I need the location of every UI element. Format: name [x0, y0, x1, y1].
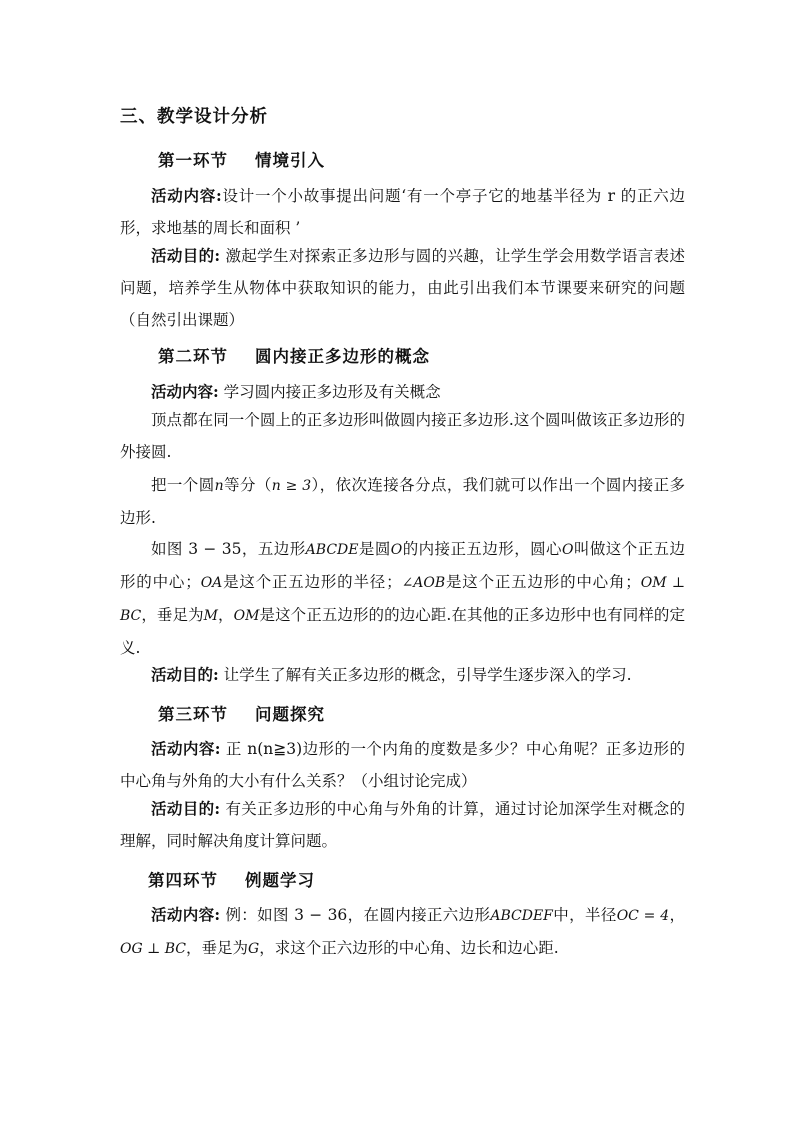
stage3-purpose [120, 793, 685, 857]
math-condition: n ≥ 3 [271, 478, 312, 494]
math-center: O [562, 542, 574, 558]
math-perpendicular: OM ⊥ BC [120, 575, 685, 624]
math-n: n [214, 478, 224, 494]
stage1-content [120, 180, 685, 244]
stage2-definition: 顶点都在同一个圆上的正多边形叫做圆内接正多边形.这个圆叫做该正多边形的外接圆. [120, 411, 685, 461]
text-segment: 例：如图 3 − 36，在圆内接正六边形 [220, 906, 491, 924]
math-apothem: OM [233, 608, 260, 624]
text-segment: ，垂足为 [141, 606, 204, 624]
text-segment: ），依次连接各分点，我们就可以作出一个圆内接正多边形. [120, 476, 685, 527]
text-segment: 叫做这个正五边形的中心； [120, 540, 685, 591]
purpose-label: 活动目的: [151, 246, 221, 265]
stage2-figure-description [120, 533, 685, 664]
purpose-text: 让学生了解有关正多边形的概念，引导学生逐步深入的学习. [218, 666, 632, 684]
content-label: 活动内容: [151, 905, 221, 924]
stage4-content [120, 899, 685, 965]
content-text: 学习圆内接正多边形及有关概念 [218, 383, 441, 401]
math-perpendicular: OG ⊥ BC [120, 941, 186, 957]
text-segment: 中，半径 [552, 906, 617, 924]
text-segment: ，求这个正六边形的中心角、边长和边心距. [259, 939, 559, 957]
math-radius: OA [200, 575, 223, 591]
text-segment: 是这个正五边形的半径； [222, 573, 402, 591]
content-label: 活动内容: [151, 382, 219, 401]
math-foot: M [203, 608, 218, 624]
section-title: 三、教学设计分析 [120, 107, 268, 127]
stage1-title: 第一环节 情境引入 [158, 151, 325, 170]
stage3-title: 第三环节 问题探究 [158, 705, 325, 724]
text-segment: ， [217, 606, 234, 624]
stage2-divide [120, 469, 685, 534]
content-text: 设计一个小故事提出问题‘有一个亭子它的地基半径为 r 的正六边形，求地基的周长和面积 ’ [120, 187, 685, 237]
text-segment: ， [669, 906, 685, 924]
text-segment: 把一个圆 [151, 476, 215, 494]
math-hexagon: ABCDEF [490, 908, 553, 924]
text-segment: 的内接正五边形，圆心 [402, 540, 562, 558]
stage2-title: 第二环节 圆内接正多边形的概念 [158, 347, 430, 366]
stage1-purpose [120, 240, 685, 336]
math-pentagon: ABCDE [305, 542, 359, 558]
text-segment: 是这个正五边形的的边心距.在其他的正多边形中也有同样的定义. [120, 606, 685, 657]
text-segment: 等分（ [223, 476, 272, 494]
stage2-purpose [120, 659, 685, 691]
content-text: 正 n(n≧3)边形的一个内角的度数是多少？中心角呢？正多边形的中心角与外角的大小有什么关系？（小组讨论完成） [120, 740, 685, 790]
math-foot: G [248, 941, 260, 957]
stage4-title: 第四环节 例题学习 [148, 871, 315, 890]
text-segment: 如图 3 − 35，五边形 [151, 540, 306, 558]
text-segment: ，垂足为 [186, 939, 249, 957]
content-label: 活动内容: [151, 739, 221, 758]
purpose-label: 活动目的: [151, 799, 221, 818]
purpose-text: 激起学生对探索正多边形与圆的兴趣，让学生学会用数学语言表述问题，培养学生从物体中获取知识的能力，由此引出我们本节课要来研究的问题（自然引出课题） [120, 247, 685, 329]
math-radius-value: OC = 4 [616, 908, 670, 924]
text-segment: 是这个正五边形的中心角； [445, 573, 641, 591]
stage3-content [120, 733, 685, 797]
content-label: 活动内容: [151, 186, 222, 205]
math-central-angle: ∠AOB [401, 575, 446, 591]
text-segment: 是圆 [358, 540, 391, 558]
purpose-label: 活动目的: [151, 665, 219, 684]
math-center: O [390, 542, 403, 558]
purpose-text: 有关正多边形的中心角与外角的计算，通过讨论加深学生对概念的理解，同时解决角度计算问题。 [120, 800, 685, 850]
